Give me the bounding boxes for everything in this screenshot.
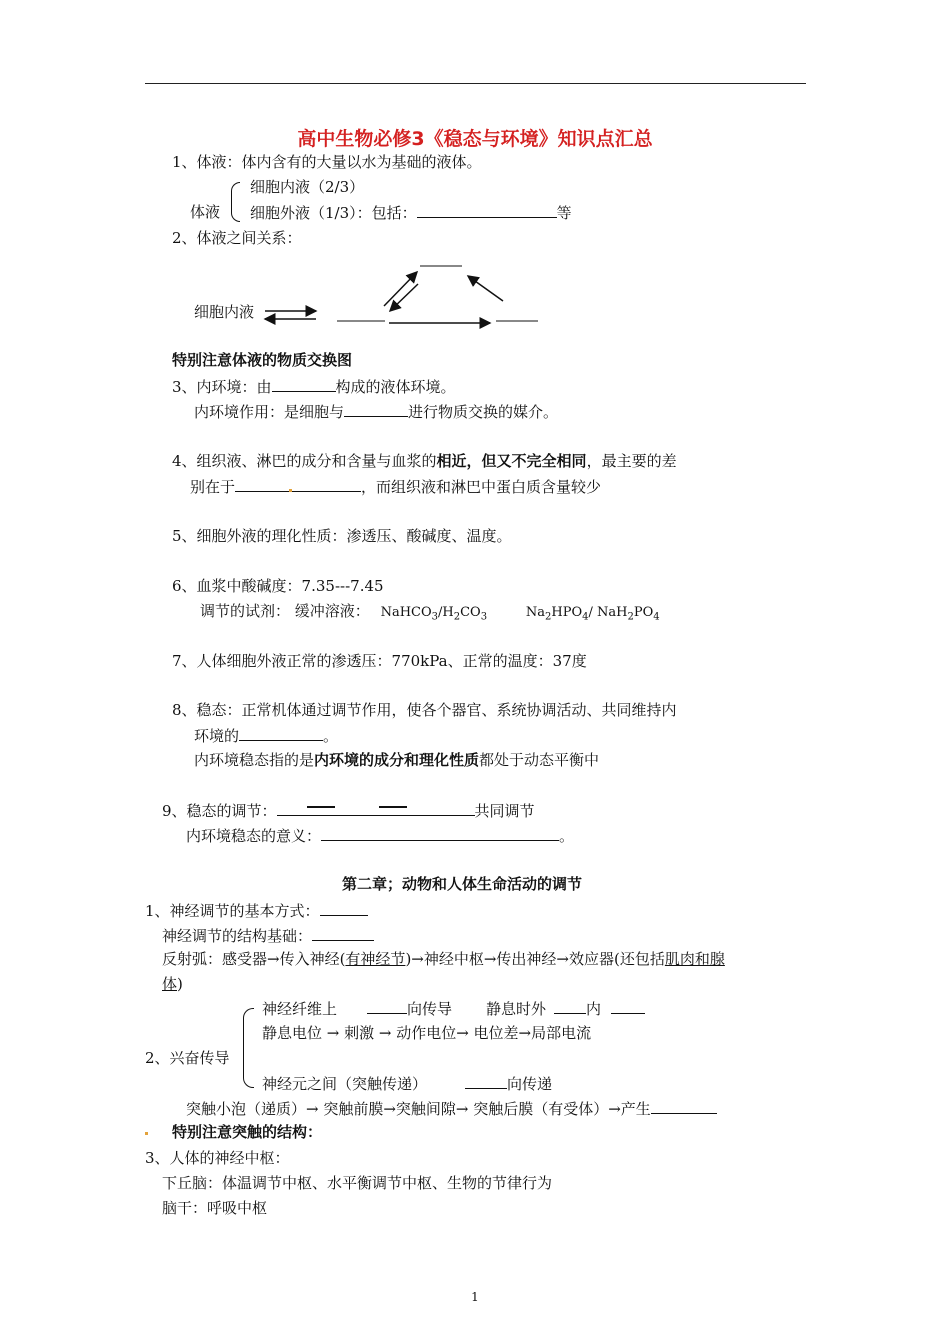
c2-r1a: 神经纤维上: [262, 1000, 338, 1018]
page-title: 高中生物必修3《稳态与环境》知识点汇总: [297, 128, 653, 150]
c1-line2: [162, 925, 374, 946]
blank: [277, 800, 475, 816]
c2-row3: [262, 1073, 552, 1094]
blank: [320, 900, 368, 916]
c1-d: ): [177, 975, 183, 993]
c2-r4: 突触小泡（递质）→ 突触前膜→突触间隙→ 突触后膜（有受体）→产生: [186, 1100, 651, 1118]
s4-e: ，而组织液和淋巴中蛋白质含量较少: [361, 478, 602, 496]
buffer-2: $Na_2HPO_4/$ $NaH_2PO_4$: [525, 605, 660, 623]
s1-extra-text: 细胞外液（1/3）：包括：: [250, 204, 417, 222]
blank: [239, 725, 323, 741]
blank: [651, 1098, 717, 1114]
s3-b: 构成的液体环境。: [335, 378, 456, 396]
s6-b: 调节的试剂： 缓冲溶液：: [200, 602, 370, 620]
blank: [235, 476, 361, 492]
s4-line1: [172, 451, 677, 471]
c2-r1b: 向传导: [407, 1000, 453, 1018]
s1-line: 1、体液：体内含有的大量以水为基础的液体。: [172, 153, 482, 171]
node-intracellular: 细胞内液: [194, 303, 255, 321]
note-exchange: 特别注意体液的物质交换图: [172, 351, 353, 369]
c2-row1: [262, 998, 645, 1019]
blank: [272, 376, 336, 392]
c1-b: 神经调节的结构基础：: [162, 927, 313, 945]
chapter2-heading: 第二章；动物和人体生命活动的调节: [342, 875, 583, 893]
c1-line3: [162, 949, 725, 969]
body-fluid-diagram: [0, 0, 950, 400]
s3-c: 内环境作用：是细胞与: [194, 403, 345, 421]
s8-c-end: 都处于动态平衡中: [479, 751, 600, 769]
s3-a: 3、内环境：由: [172, 378, 272, 396]
s9-b: 内环境稳态的意义：: [186, 827, 322, 845]
s4-bold: 相近，但又不完全相同: [436, 452, 587, 470]
s8-c: 内环境稳态指的是: [194, 751, 315, 769]
s9-b-end: 。: [559, 827, 575, 845]
c1-line4: [162, 974, 183, 994]
c1-d-u: 体: [162, 975, 178, 993]
blank: [344, 401, 408, 417]
s1-tiye: 体液: [190, 203, 221, 221]
s8-b: 环境的: [194, 727, 240, 745]
s4-c: ，最主要的差: [586, 452, 677, 470]
s2-line: 2、体液之间关系：: [172, 229, 302, 247]
s4-line2: [190, 476, 601, 497]
s3-line2: [194, 401, 558, 422]
s3-line1: [172, 376, 456, 397]
c2-r1c: 静息时外: [486, 1000, 547, 1018]
buffer-1: $NaHCO_3/H_2CO_3$: [380, 605, 488, 623]
s6-line2: [200, 601, 660, 628]
s8-line3: [194, 750, 599, 770]
s7-line: 7、人体细胞外液正常的渗透压：770kPa、正常的温度：37度: [172, 652, 587, 670]
c2-label: 2、兴奋传导: [145, 1049, 230, 1067]
c1-c-u: 有神经节: [345, 950, 406, 968]
s8-line1: 8、稳态：正常机体通过调节作用，使各个器官、系统协调活动、共同维持内: [172, 701, 677, 719]
s8-bold: 内环境的成分和理化性质: [314, 751, 480, 769]
c3-line1: 3、人体的神经中枢：: [145, 1149, 290, 1167]
s1-extra-end: 等: [556, 204, 572, 222]
c1-line1: [145, 900, 368, 921]
s6-line1: 6、血浆中酸碱度：7.35---7.45: [172, 577, 384, 595]
page-number: 1: [471, 1290, 479, 1304]
c2-row2: 静息电位 → 刺激 → 动作电位→ 电位差→局部电流: [262, 1024, 592, 1042]
c3-line2: 下丘脑：体温调节中枢、水平衡调节中枢、生物的节律行为: [162, 1174, 553, 1192]
s9-a: 9、稳态的调节：: [162, 802, 277, 820]
s9-line2: [186, 825, 574, 846]
blank: [312, 925, 374, 941]
s8-b-end: 。: [323, 727, 339, 745]
s4-a: 4、组织液、淋巴的成分和含量与血浆的: [172, 452, 437, 470]
s9-line1: [162, 800, 535, 821]
c1-c: 反射弧：感受器→传入神经(: [162, 950, 346, 968]
s8-line2: [194, 725, 338, 746]
blank: [554, 998, 586, 1014]
c2-r3b: 向传递: [507, 1075, 553, 1093]
marker-dot: [145, 1132, 148, 1135]
c2-row4: [186, 1098, 717, 1119]
c3-line3: 脑干：呼吸中枢: [162, 1199, 268, 1217]
blank: [611, 998, 645, 1014]
c2-r3a: 神经元之间（突触传递）: [262, 1075, 428, 1093]
note-synapse: 特别注意突触的结构：: [172, 1123, 323, 1141]
blank: [465, 1073, 507, 1089]
c1-c-u2: 肌肉和腺: [664, 950, 725, 968]
arrow-top-to-left: [390, 284, 418, 311]
s1-intra: 细胞内液（2/3）: [250, 178, 365, 196]
s3-d: 进行物质交换的媒介。: [408, 403, 559, 421]
c1-a: 1、神经调节的基本方式：: [145, 902, 320, 920]
s4-d: 别在于: [190, 478, 236, 496]
arrow-right-to-top: [468, 276, 503, 301]
c2-r1d: 内: [586, 1000, 602, 1018]
s5-line: 5、细胞外液的理化性质：渗透压、酸碱度、温度。: [172, 527, 512, 545]
s9-a-end: 共同调节: [474, 802, 535, 820]
c2-brace: [243, 1008, 254, 1088]
c1-c2: )→神经中枢→传出神经→效应器(还包括: [405, 950, 665, 968]
blank: [321, 825, 559, 841]
blank: [367, 998, 407, 1014]
marker-dot: [289, 489, 292, 492]
